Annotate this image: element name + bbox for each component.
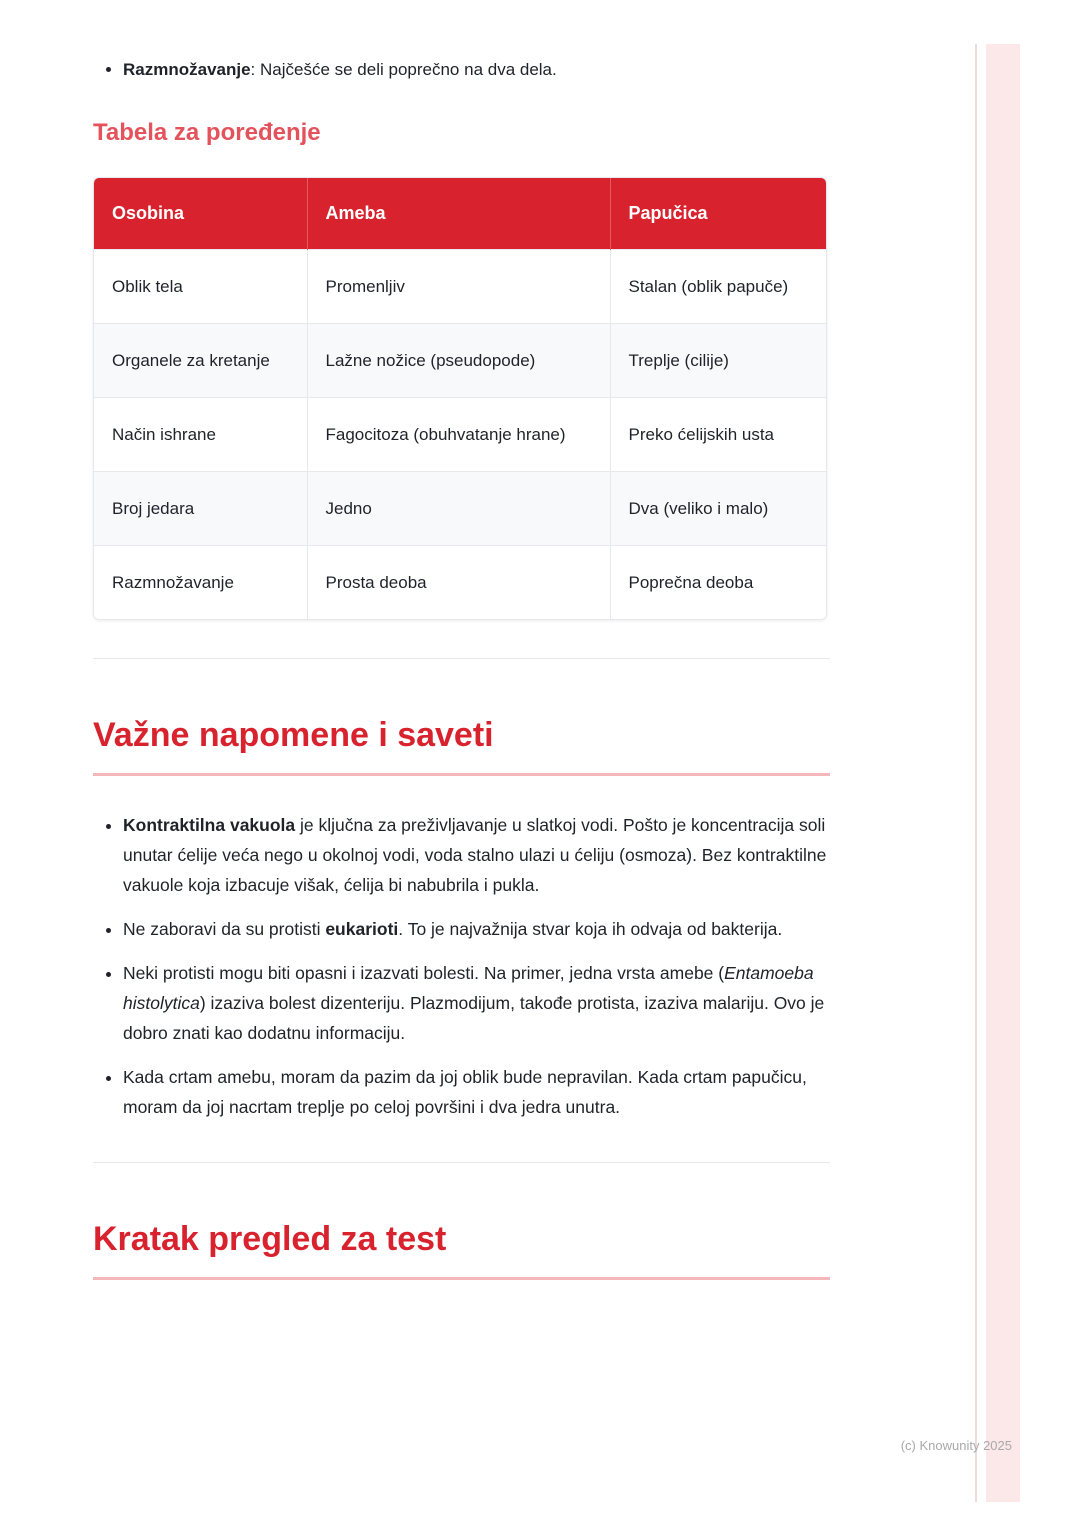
table-row — [94, 398, 827, 472]
table-header-cell: Ameba — [307, 178, 610, 250]
table-cell: Stalan (oblik papuče) — [610, 250, 827, 324]
table-cell: Treplje (cilije) — [610, 324, 827, 398]
note-italic-text: Entamoeba histolytica — [123, 963, 814, 1013]
note-text: . To je najvažnija stvar koja ih odvaja od bakterija. — [398, 919, 783, 939]
list-item — [123, 57, 830, 83]
note-text: ) izaziva bolest dizenteriju. Plazmodijum, takođe protista, izaziva malariju. Ovo je dobro znati kao dodatnu informaciju. — [123, 993, 825, 1043]
table-header-cell: Osobina — [94, 178, 307, 250]
table-cell: Poprečna deoba — [610, 546, 827, 620]
comparison-table — [94, 178, 827, 619]
notes-section-title: Važne napomene i saveti — [93, 715, 830, 776]
section-divider — [93, 658, 830, 659]
page-edge-line — [975, 44, 977, 1502]
notes-list — [93, 810, 830, 1122]
table-section-title: Tabela za poređenje — [93, 119, 321, 146]
table-cell: Promenljiv — [307, 250, 610, 324]
note-text: Neki protisti mogu biti opasni i izazvati bolesti. Na primer, jedna vrsta amebe ( — [123, 963, 725, 983]
table-cell: Lažne nožice (pseudopode) — [307, 324, 610, 398]
list-item — [123, 810, 830, 900]
note-bold-text: eukarioti — [325, 919, 399, 939]
table-row — [94, 472, 827, 546]
table-cell: Broj jedara — [94, 472, 307, 546]
list-item — [123, 914, 830, 944]
intro-list — [93, 57, 830, 83]
table-cell: Jedno — [307, 472, 610, 546]
intro-bold-text: Razmnožavanje — [123, 60, 251, 79]
document-content — [93, 0, 830, 1280]
table-cell: Prosta deoba — [307, 546, 610, 620]
note-text: je ključna za preživljavanje u slatkoj vodi. Pošto je koncentracija soli unutar ćelije veća nego u okolnoj vodi, voda stalno ulazi u ćeliju (osmoza). Bez kontraktilne vakuole koja izbacuje višak, ćelija bi nabubrila i pukla. — [123, 815, 827, 895]
list-item — [123, 958, 830, 1048]
table-header-row — [94, 178, 827, 250]
table-row — [94, 250, 827, 324]
table-row — [94, 324, 827, 398]
table-header-cell: Papučica — [610, 178, 827, 250]
table-cell: Dva (veliko i malo) — [610, 472, 827, 546]
note-text: Kada crtam amebu, moram da pazim da joj oblik bude nepravilan. Kada crtam papučicu, moram da joj nacrtam treplje po celoj površini i dva jedra unutra. — [123, 1067, 807, 1117]
list-item — [123, 1062, 830, 1122]
table-row — [94, 546, 827, 620]
table-cell: Oblik tela — [94, 250, 307, 324]
note-text: Ne zaboravi da su protisti — [123, 919, 326, 939]
review-section-title: Kratak pregled za test — [93, 1219, 830, 1280]
table-cell: Razmnožavanje — [94, 546, 307, 620]
table-cell: Način ishrane — [94, 398, 307, 472]
table-cell: Organele za kretanje — [94, 324, 307, 398]
note-bold-text: Kontraktilna vakuola — [123, 815, 296, 835]
intro-rest-text: : Najčešće se deli poprečno na dva dela. — [250, 60, 557, 79]
table-cell: Fagocitoza (obuhvatanje hrane) — [307, 398, 610, 472]
copyright-text: (c) Knowunity 2025 — [900, 1438, 1012, 1453]
table-cell: Preko ćelijskih usta — [610, 398, 827, 472]
comparison-table-wrapper — [93, 177, 827, 620]
page-edge-band — [986, 44, 1020, 1502]
section-divider — [93, 1162, 830, 1163]
